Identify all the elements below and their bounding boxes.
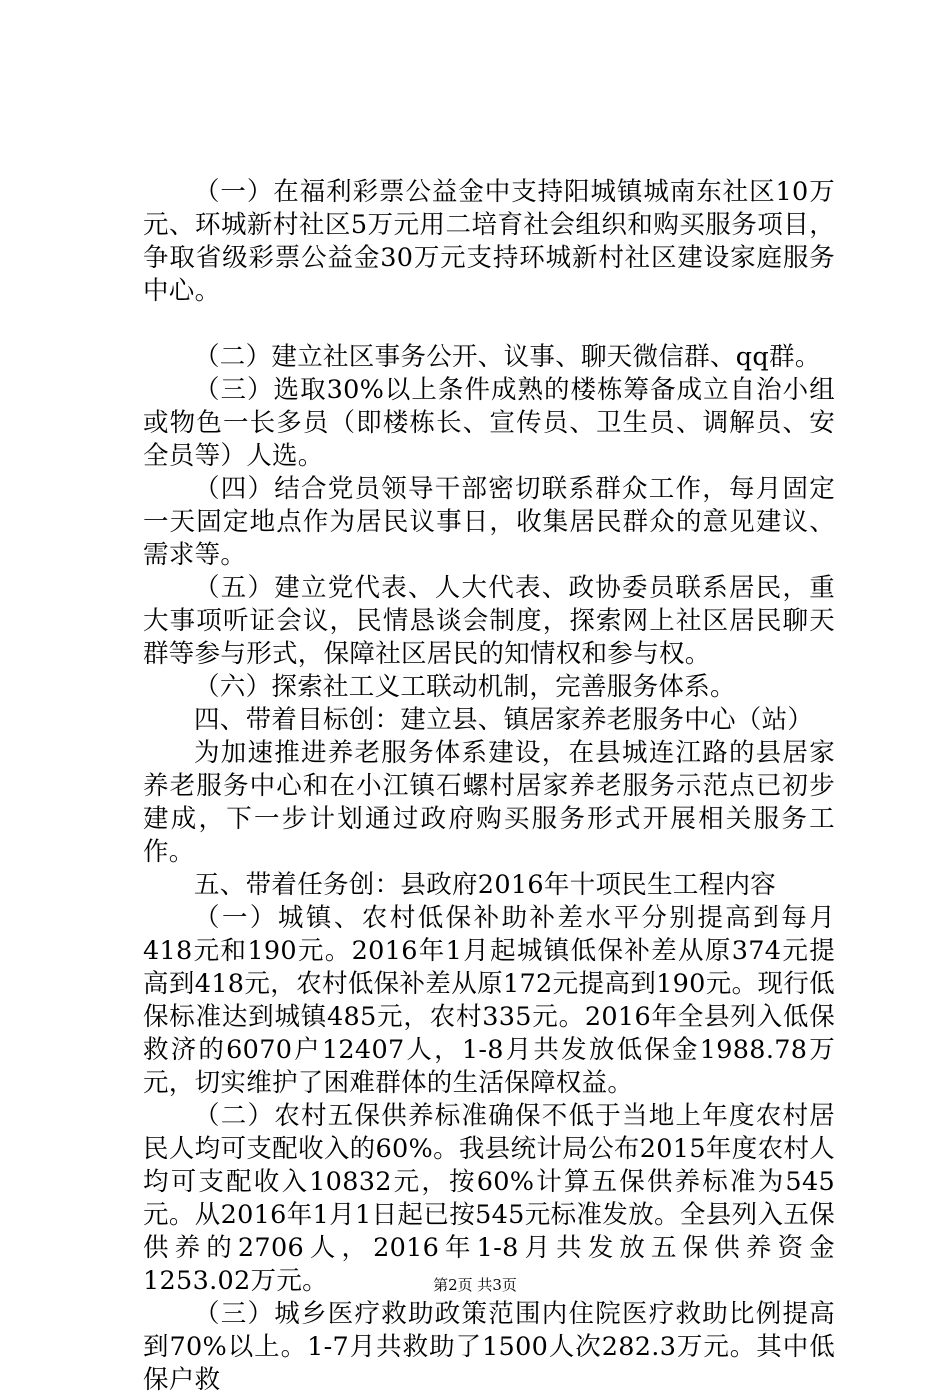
paragraph-3: （三）选取30%以上条件成熟的楼栋筹备成立自治小组或物色一长多员（即楼栋长、宣传员、卫生员、调解员、安全员等）人选。 [143, 375, 835, 471]
paragraph-4: （四）结合党员领导干部密切联系群众工作，每月固定一天固定地点作为居民议事日，收集居民群众的意见建议、需求等。 [143, 474, 835, 570]
paragraph-5: （五）建立党代表、人大代表、政协委员联系居民，重大事项听证会议，民情恳谈会制度，探索网上社区居民聊天群等参与形式，保障社区居民的知情权和参与权。 [143, 573, 835, 669]
paragraph-1: （一）在福利彩票公益金中支持阳城镇城南东社区10万元、环城新村社区5万元用二培育社会组织和购买服务项目，争取省级彩票公益金30万元支持环城新村社区建设家庭服务中心。 [143, 177, 835, 306]
page-footer: 第2页 共3页 [433, 1276, 517, 1294]
section-heading-5: 五、带着任务创：县政府2016年十项民生工程内容 [194, 870, 777, 900]
paragraph-9: （二）农村五保供养标准确保不低于当地上年度农村居民人均可支配收入的60%。我县统计局公布2015年度农村人均可支配收入10832元，按60%计算五保供养标准为545元。从2016年1月1日起已按545元标准发放。全县列入五保供养的2706人，2016年1-8月共发放五保供养资金1253.02万元。 [143, 1101, 835, 1296]
paragraph-7: 为加速推进养老服务体系建设，在县城连江路的县居家养老服务中心和在小江镇石螺村居家养老服务示范点已初步建成，下一步计划通过政府购买服务形式开展相关服务工作。 [143, 738, 835, 867]
section-heading-4: 四、带着目标创：建立县、镇居家养老服务中心（站） [194, 705, 814, 735]
paragraph-10: （三）城乡医疗救助政策范围内住院医疗救助比例提高到70%以上。1-7月共救助了1500人次282.3万元。其中低保户救 [143, 1299, 835, 1395]
paragraph-2: （二）建立社区事务公开、议事、聊天微信群、qq群。 [194, 342, 821, 372]
paragraph-6: （六）探索社工义工联动机制，完善服务体系。 [194, 672, 736, 702]
paragraph-8: （一）城镇、农村低保补助补差水平分别提高到每月418元和190元。2016年1月起城镇低保补差从原374元提高到418元，农村低保补差从原172元提高到190元。现行低保标准达到城镇485元，农村335元。2016年全县列入低保救济的6070户12407人，1-8月共发放低保金1988.78万元，切实维护了困难群体的生活保障权益。 [143, 903, 835, 1098]
document-body [143, 176, 835, 1397]
